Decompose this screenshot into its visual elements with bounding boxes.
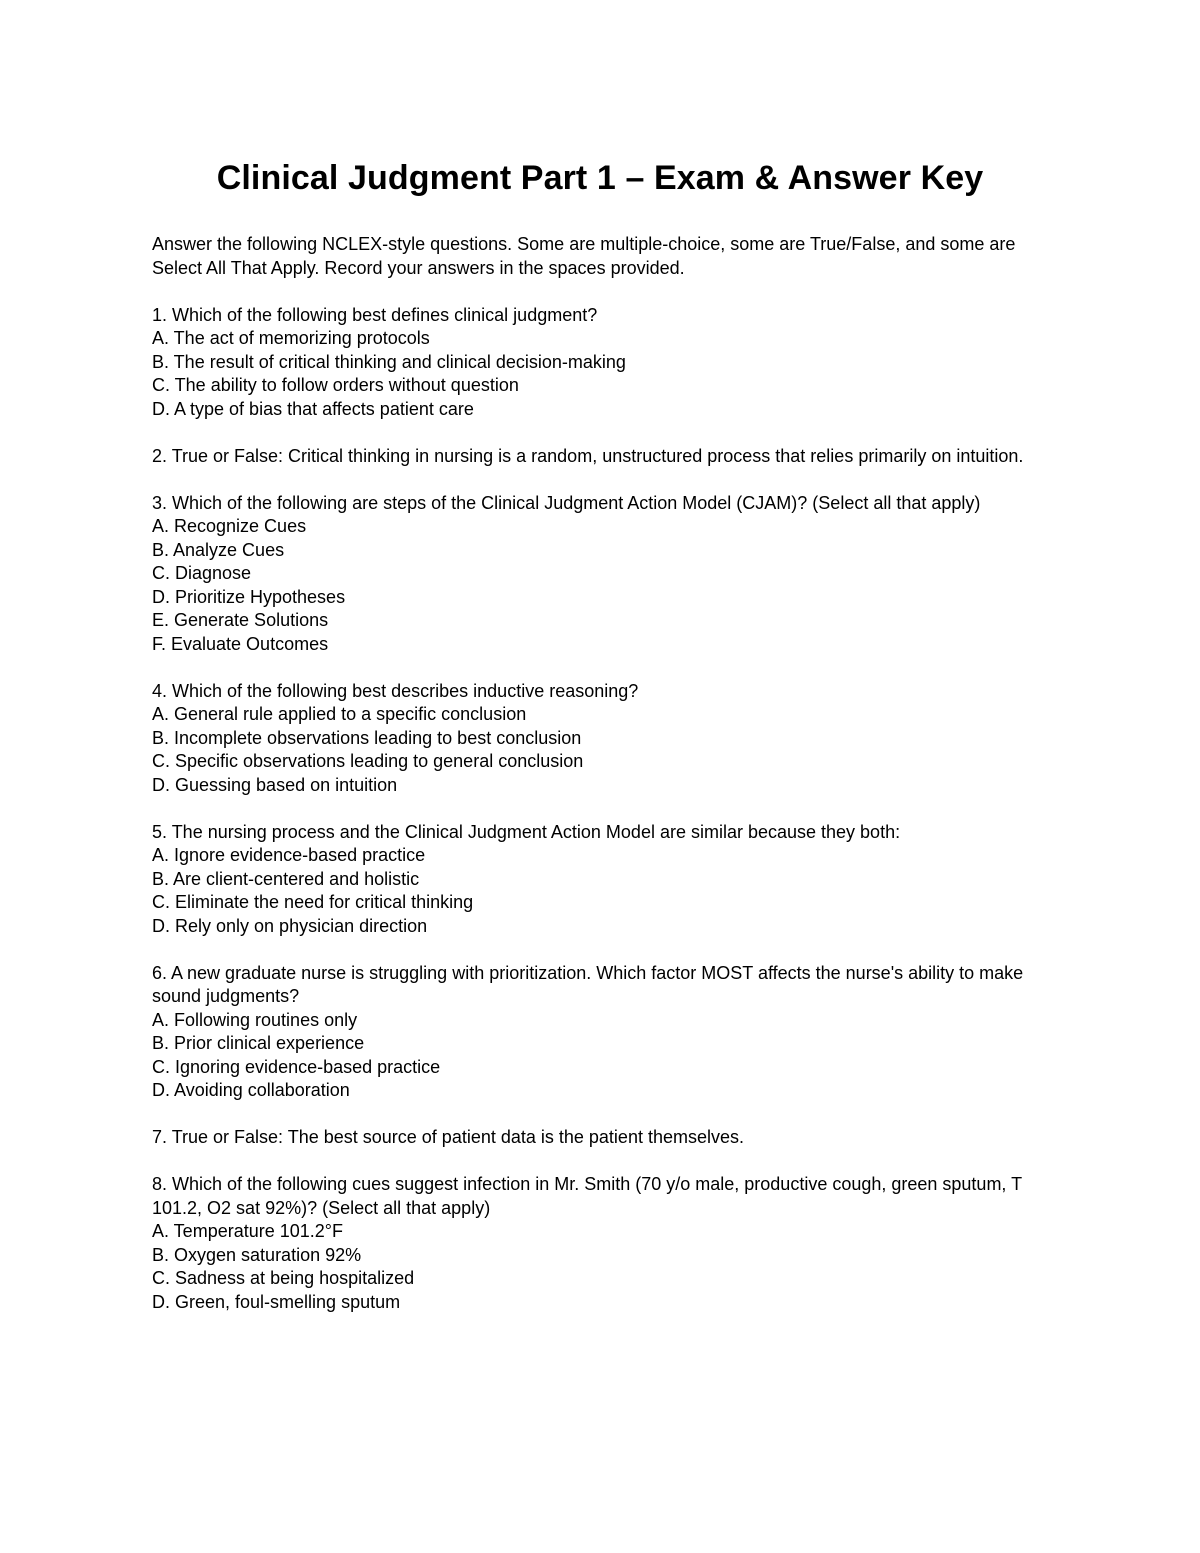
question-stem: 1. Which of the following best defines clinical judgment? (152, 304, 598, 325)
answer-option: D. Prioritize Hypotheses (152, 586, 346, 607)
answer-options (152, 703, 1052, 797)
page-title: Clinical Judgment Part 1 – Exam & Answer Key (216, 159, 984, 197)
question-stem: 4. Which of the following best describes inductive reasoning? (152, 680, 639, 701)
answer-option: C. The ability to follow orders without question (152, 375, 519, 395)
answer-option: B. Prior clinical experience (152, 1033, 365, 1053)
question-4 (152, 680, 1052, 798)
answer-option: C. Diagnose (152, 563, 252, 583)
answer-option: D. Green, foul-smelling sputum (152, 1291, 401, 1312)
question-2 (152, 445, 1052, 469)
question-7 (152, 1126, 1052, 1150)
question-stem: 6. A new graduate nurse is struggling with prioritization. Which factor MOST affects the nurse's ability to make sound judgments? (152, 962, 1024, 1006)
question-stem: 2. True or False: Critical thinking in nursing is a random, unstructured process that relies primarily on intuition. (152, 445, 1024, 466)
answer-options (152, 327, 1052, 421)
document-body (152, 233, 1052, 1338)
answer-option: C. Eliminate the need for critical thinking (152, 892, 474, 912)
answer-option: C. Ignoring evidence-based practice (152, 1056, 441, 1077)
answer-option: E. Generate Solutions (152, 610, 329, 630)
answer-option: D. Rely only on physician direction (152, 915, 428, 936)
answer-option: B. Incomplete observations leading to best conclusion (152, 727, 582, 748)
answer-options (152, 844, 1052, 938)
answer-option: A. The act of memorizing protocols (152, 328, 430, 348)
answer-option: B. The result of critical thinking and clinical decision-making (152, 351, 626, 372)
question-stem: 3. Which of the following are steps of the Clinical Judgment Action Model (CJAM)? (Select all that apply) (152, 492, 981, 513)
answer-option: A. General rule applied to a specific conclusion (152, 704, 527, 724)
answer-option: B. Oxygen saturation 92% (152, 1244, 362, 1265)
question-stem: 5. The nursing process and the Clinical Judgment Action Model are similar because they both: (152, 821, 901, 842)
answer-option: A. Temperature 101.2°F (152, 1221, 343, 1241)
answer-option: C. Sadness at being hospitalized (152, 1268, 415, 1288)
answer-option: B. Are client-centered and holistic (152, 868, 420, 889)
question-stem: 8. Which of the following cues suggest infection in Mr. Smith (70 y/o male, productive cough, green sputum, T 101.2, O2 sat 92%)? (Select all that apply) (152, 1174, 1022, 1218)
answer-option: B. Analyze Cues (152, 539, 285, 560)
answer-options (152, 1009, 1052, 1103)
answer-option: A. Recognize Cues (152, 516, 307, 536)
question-5 (152, 821, 1052, 939)
answer-option: F. Evaluate Outcomes (152, 633, 329, 654)
answer-option: D. Guessing based on intuition (152, 774, 398, 795)
answer-option: D. A type of bias that affects patient care (152, 398, 474, 419)
answer-options (152, 1220, 1052, 1314)
answer-option: D. Avoiding collaboration (152, 1080, 350, 1100)
question-8 (152, 1173, 1052, 1314)
question-3 (152, 492, 1052, 657)
instructions-paragraph: Answer the following NCLEX-style questions. Some are multiple-choice, some are True/False, and some are Select All That Apply. Record your answers in the spaces provided. (152, 234, 1016, 278)
answer-options (152, 515, 1052, 656)
question-stem: 7. True or False: The best source of patient data is the patient themselves. (152, 1127, 744, 1147)
question-6 (152, 962, 1052, 1103)
answer-option: A. Ignore evidence-based practice (152, 845, 426, 865)
answer-option: C. Specific observations leading to general conclusion (152, 751, 584, 771)
question-1 (152, 304, 1052, 422)
answer-option: A. Following routines only (152, 1009, 358, 1030)
